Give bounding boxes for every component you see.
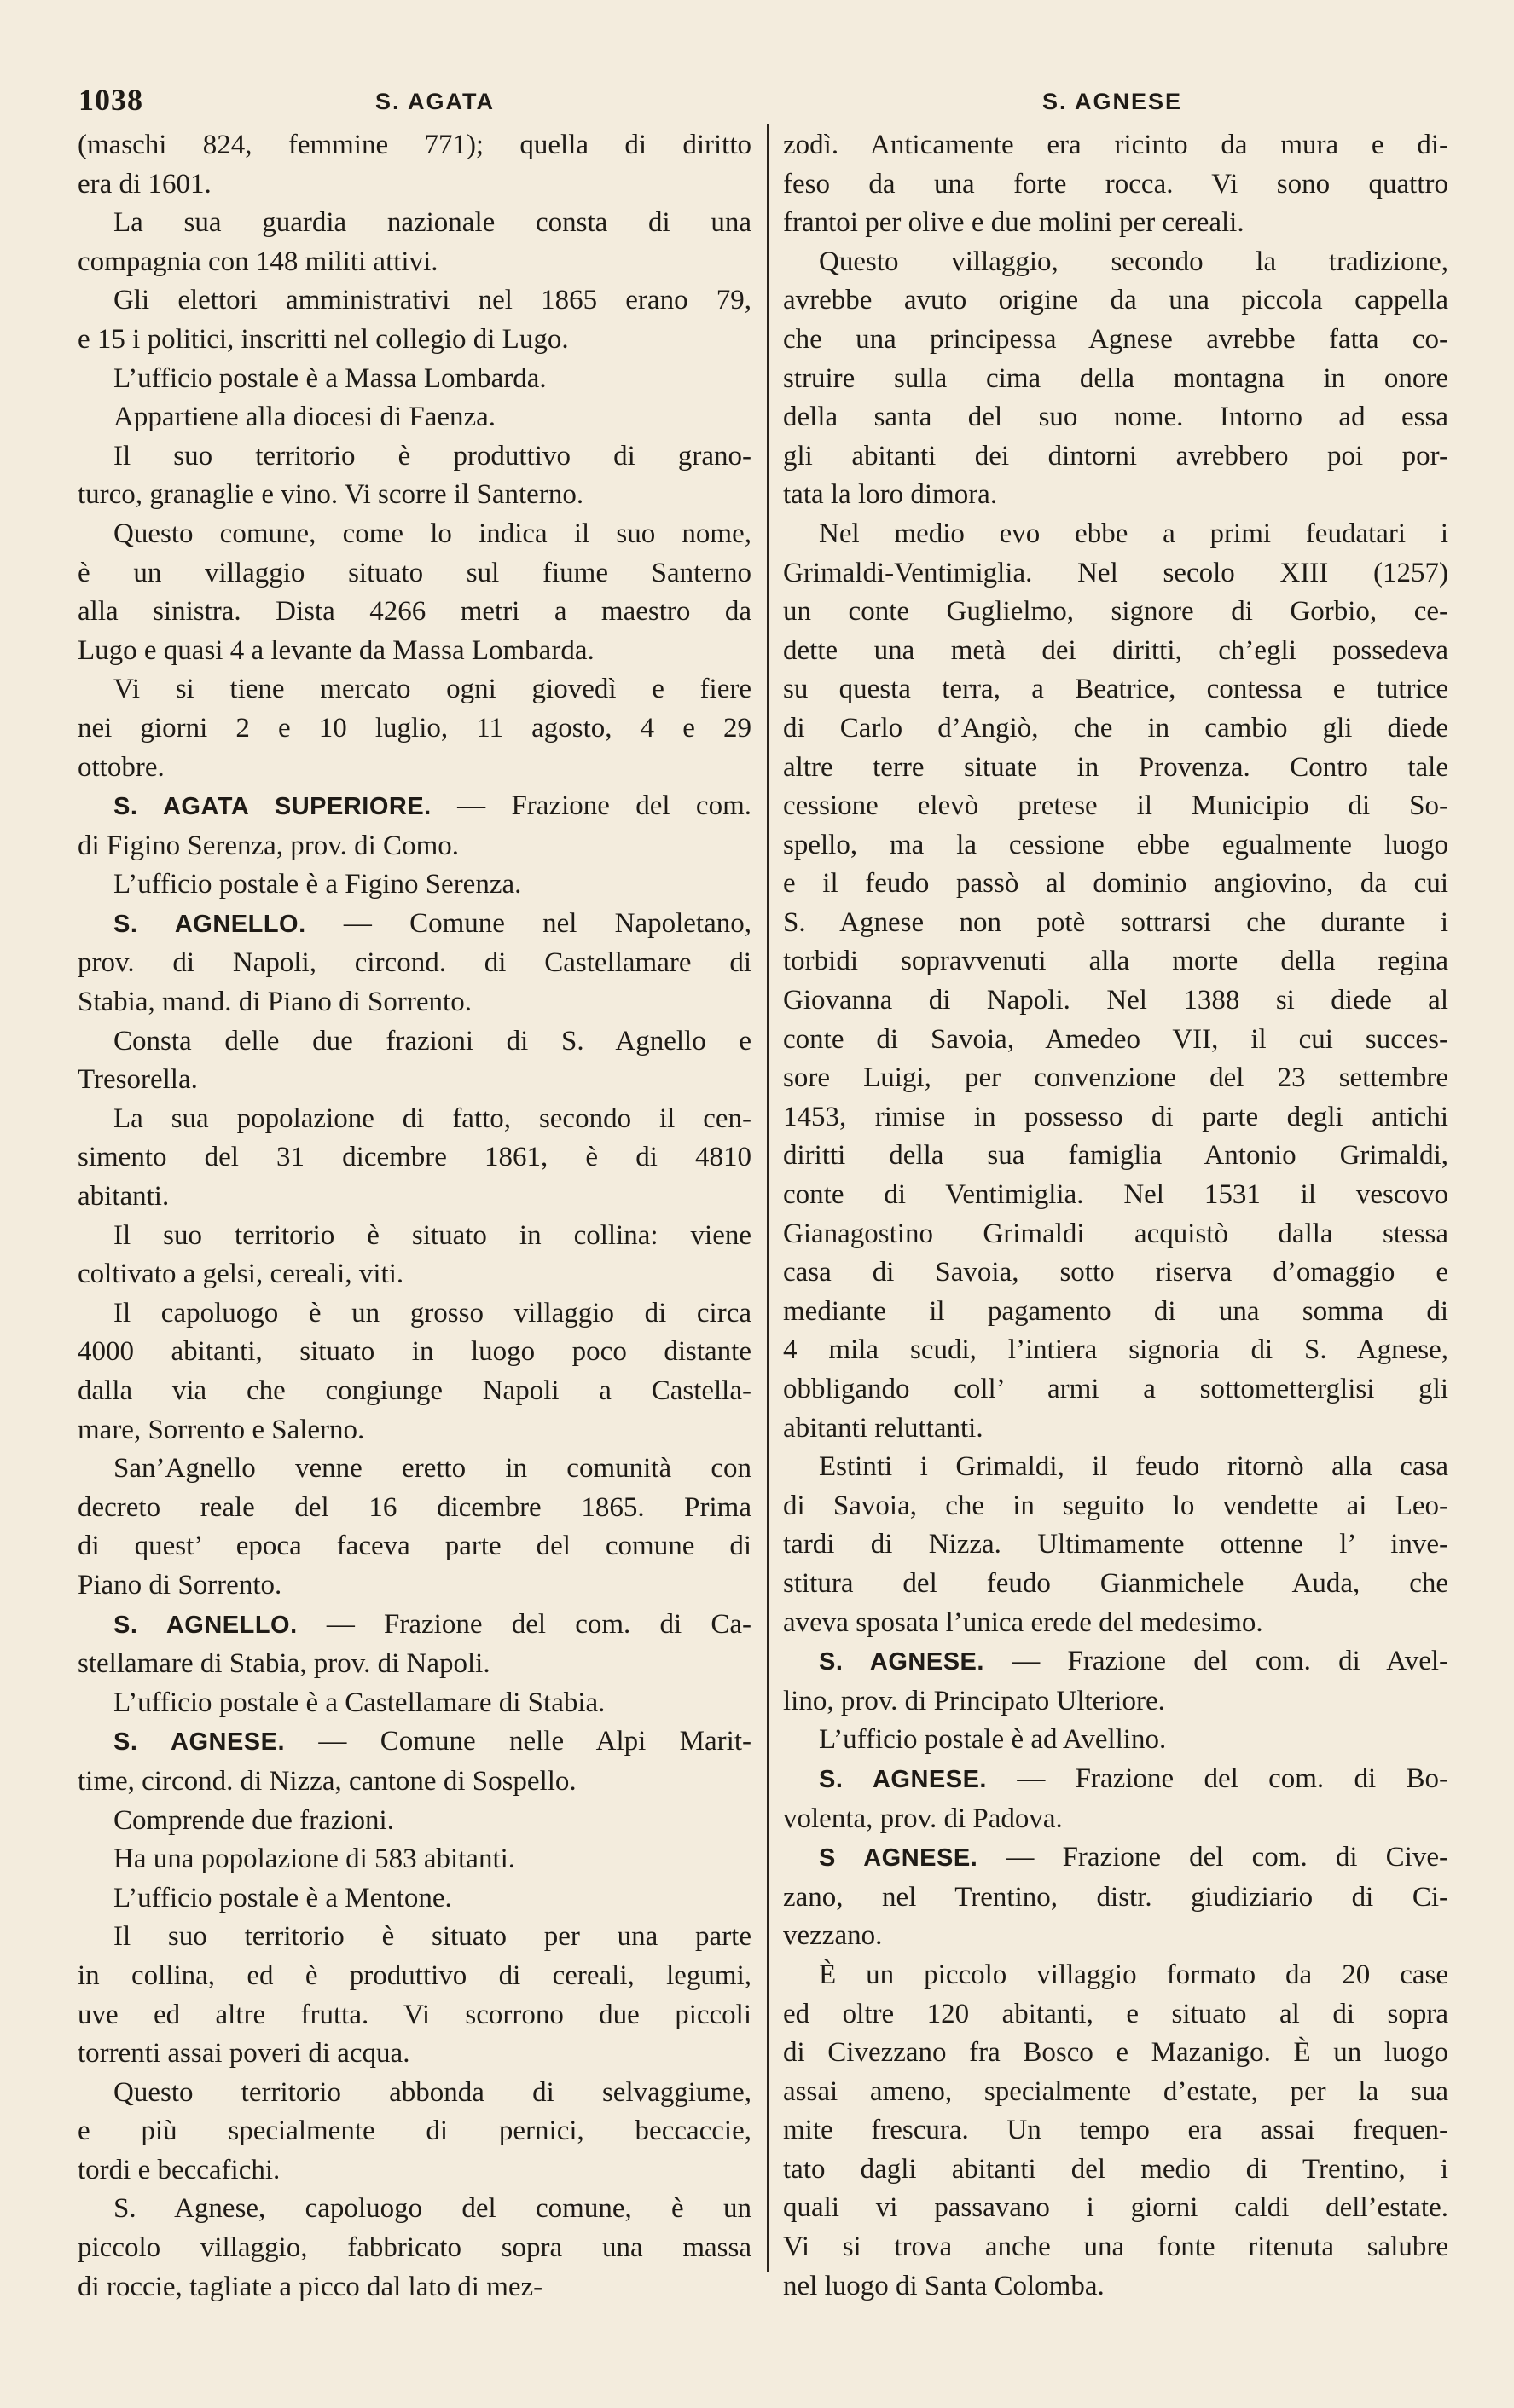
text-line: compagnia con 148 militi attivi. [78,246,438,277]
entry-definition-start: — Comune nelle Alpi Marit- [285,1726,751,1757]
text-line: uve ed altre frutta. Vi scorrono due piccoli [78,1999,751,2030]
text-line [783,1760,1448,1800]
text-line: L’ufficio postale è a Figino Serenza. [113,869,522,900]
text-line: Vi si tiene mercato ogni giovedì e fiere [113,674,751,705]
text-line: conte di Ventimiglia. Nel 1531 il vescovo [783,1179,1448,1211]
text-paragraph [78,1840,751,1879]
entry-paragraph [783,1760,1448,1838]
text-line: abitanti reluttanti. [783,1412,983,1444]
text-paragraph [78,2074,751,2191]
text-paragraph [78,1294,751,1450]
text-line: Questo villaggio, secondo la tradizione, [819,246,1448,277]
text-line [78,905,751,945]
text-paragraph [78,670,751,787]
text-line: nei giorni 2 e 10 luglio, 11 agosto, 4 e 29 [78,712,751,744]
text-line: 1453, rimise in possesso di parte degli antichi [783,1101,1448,1132]
text-line: obbligando coll’ armi a sottometterglisi gli [783,1374,1448,1404]
text-line: di Civezzano fra Bosco e Mazanigo. È un luogo [783,2037,1448,2069]
text-line: Vi si trova anche una fonte ritenuta salubre [783,2231,1448,2263]
text-line: tata la loro dimora. [783,479,998,511]
text-paragraph [78,126,751,204]
text-line: La sua guardia nazionale consta di una [113,207,751,239]
text-line: Il capoluogo è un grosso villaggio di circa [113,1297,751,1328]
text-line: alla sinistra. Dista 4266 metri a maestro da [78,596,751,628]
text-line: altre terre situate in Provenza. Contro tale [783,751,1448,783]
left-text-column [78,126,751,2307]
text-paragraph [78,437,751,515]
text-line: gli abitanti dei dintorni avrebbero poi por- [783,440,1448,472]
text-line: tato dagli abitanti del medio di Trentino, i [783,2153,1448,2185]
text-paragraph [78,1684,751,1723]
text-line: Questo territorio abbonda di selvaggiume, [113,2076,751,2108]
text-line: in collina, ed è produttivo di cereali, legumi, [78,1959,751,1991]
text-line: Il suo territorio è situato in collina: viene [113,1219,751,1251]
text-line: ed oltre 120 abitanti, e situato al di sopra [783,1998,1448,2029]
text-line: frantoi per olive e due molini per cereali. [783,207,1244,239]
text-line: struire sulla cima della montagna in onore [783,362,1448,394]
text-line: simento del 31 dicembre 1861, è di 4810 [78,1142,751,1173]
text-line: decreto reale del 16 dicembre 1865. Prima [78,1491,751,1523]
text-line: 4000 abitanti, situato in luogo poco distante [78,1336,751,1368]
text-paragraph [78,281,751,359]
entry-paragraph [78,1722,751,1801]
text-line: e più specialmente di pernici, beccaccie, [78,2116,751,2147]
text-line: ottobre. [78,751,165,783]
text-paragraph [78,204,751,281]
text-line: turco, granaglie e vino. Vi scorre il Santerno. [78,479,584,511]
text-paragraph [78,360,751,399]
text-line: La sua popolazione di fatto, secondo il cen- [113,1103,751,1134]
text-paragraph [78,398,751,437]
text-line: di quest’ epoca faceva parte del comune di [78,1531,751,1562]
text-line: Questo comune, come lo indica il suo nome, [113,518,751,549]
entry-paragraph [78,905,751,1022]
entry-headword: S. AGNELLO. [113,1611,298,1639]
text-line: nel luogo di Santa Colomba. [783,2270,1105,2301]
running-head-left: S. AGATA [375,89,495,114]
text-paragraph [78,1100,751,1217]
text-line: casa di Savoia, sotto riserva d’omaggio e [783,1257,1448,1288]
entry-headword: S. AGNESE. [819,1765,987,1793]
text-paragraph [783,515,1448,1448]
text-line: lino, prov. di Principato Ulteriore. [783,1685,1165,1716]
text-line: torbidi sopravvenuti alla morte della regina [783,946,1448,977]
entry-definition-start: — Frazione del com. di Avel- [983,1646,1448,1677]
text-line: e 15 i politici, inscritti nel collegio di Lugo. [78,323,569,355]
text-line: zodì. Anticamente era ricinto da mura e di- [783,130,1448,160]
text-paragraph [783,1448,1448,1642]
text-line: stellamare di Stabia, prov. di Napoli. [78,1648,490,1680]
text-line: mare, Sorrento e Salerno. [78,1414,365,1445]
entry-definition-start: — Frazione del com. di Cive- [977,1842,1448,1873]
text-line: Stabia, mand. di Piano di Sorrento. [78,987,472,1018]
text-line: mite frescura. Un tempo era assai frequen- [783,2115,1448,2146]
text-line: volenta, prov. di Padova. [783,1803,1063,1834]
text-line: è un villaggio situato sul fiume Santerno [78,557,751,588]
text-line: Il suo territorio è produttivo di grano- [113,440,751,472]
text-paragraph [78,1918,751,2073]
text-line: Nel medio evo ebbe a primi feudatari i [819,518,1448,549]
text-line: Appartiene alla diocesi di Faenza. [113,402,496,433]
text-line: piccolo villaggio, fabbricato sopra una massa [78,2232,751,2264]
text-line: Ha una popolazione di 583 abitanti. [113,1844,516,1875]
text-line: L’ufficio postale è a Massa Lombarda. [113,362,547,394]
text-line: dalla via che congiunge Napoli a Castella- [78,1375,751,1406]
entry-paragraph [78,787,751,865]
text-paragraph [78,1802,751,1841]
column-divider [767,124,769,2272]
text-line: S. Agnese non potè sottrarsi che durante i [783,906,1448,938]
text-line: Il suo territorio è situato per una parte [113,1921,751,1953]
text-line [78,787,751,827]
text-line: di Figino Serenza, prov. di Como. [78,830,459,861]
text-line: e il feudo passò al dominio angiovino, da cui [783,868,1448,900]
text-line [78,1722,751,1763]
text-line: 4 mila scudi, l’intiera signoria di S. Agnese, [783,1334,1448,1366]
text-line: Gli elettori amministrativi nel 1865 erano 79, [113,285,751,316]
text-line: zano, nel Trentino, distr. giudiziario di Ci- [783,1881,1448,1913]
text-paragraph [783,243,1448,515]
text-line: sore Luigi, per convenzione del 23 settembre [783,1062,1448,1094]
text-line: dette una metà dei diritti, ch’egli possedeva [783,634,1448,666]
entry-definition-start: — Comune nel Napoletano, [305,907,751,939]
text-line: abitanti. [78,1181,170,1213]
text-line: tardi di Nizza. Ultimamente ottenne l’ inve- [783,1529,1448,1560]
text-line: feso da una forte rocca. Vi sono quattro [783,168,1448,200]
text-line: L’ufficio postale è ad Avellino. [819,1724,1167,1756]
entry-paragraph [783,1642,1448,1721]
text-line: San’Agnello venne eretto in comunità con [113,1453,751,1485]
text-line: aveva sposata l’unica erede del medesimo. [783,1606,1263,1638]
text-line: spello, ma la cessione ebbe egualmente luogo [783,829,1448,860]
text-line: Comprende due frazioni. [113,1804,394,1836]
page-number: 1038 [78,83,143,117]
text-line: Lugo e quasi 4 a levante da Massa Lombarda. [78,634,595,666]
text-line: time, circond. di Nizza, cantone di Sospello. [78,1765,577,1797]
text-line [783,1642,1448,1682]
right-text-column [783,126,1448,2306]
text-paragraph [78,1217,751,1294]
text-line: avrebbe avuto origine da una piccola cappella [783,285,1448,316]
text-line: coltivato a gelsi, cereali, viti. [78,1259,404,1290]
entry-definition-start: — Frazione del com. di Bo- [987,1763,1448,1794]
entry-headword: S. AGNESE. [819,1648,984,1676]
text-paragraph [78,2190,751,2307]
text-line: di roccie, tagliate a picco dal lato di mez- [78,2271,543,2302]
running-head-right: S. AGNESE [1042,89,1183,114]
text-line: Gianagostino Grimaldi acquistò dalla stessa [783,1218,1448,1249]
text-line: conte di Savoia, Amedeo VII, il cui succes- [783,1023,1448,1055]
text-line: mediante il pagamento di una somma di [783,1295,1448,1327]
text-line: Estinti i Grimaldi, il feudo ritornò alla casa [819,1451,1448,1483]
text-line: cessione elevò pretese il Municipio di So- [783,790,1448,822]
text-line: stitura del feudo Gianmichele Auda, che [783,1567,1448,1599]
entry-definition-start: — Frazione del com. [431,790,751,822]
text-line: quali vi passavano i giorni caldi dell’estate. [783,2192,1448,2224]
text-line: prov. di Napoli, circond. di Castellamare di [78,947,751,979]
text-line: (maschi 824, femmine 771); quella di diritto [78,130,751,160]
text-line: vezzano. [783,1920,883,1952]
text-line: È un piccolo villaggio formato da 20 case [819,1959,1448,1990]
text-line: S. Agnese, capoluogo del comune, è un [113,2193,751,2225]
text-line: Grimaldi-Ventimiglia. Nel secolo XIII (1257) [783,557,1448,588]
text-paragraph [78,865,751,905]
text-line: di Carlo d’Angiò, che in cambio gli diede [783,712,1448,744]
text-line: tordi e beccafichi. [78,2154,281,2185]
entry-paragraph [78,1606,751,1684]
text-paragraph [78,1022,751,1100]
text-line: un conte Guglielmo, signore di Gorbio, ce- [783,596,1448,628]
text-line: su questa terra, a Beatrice, contessa e tutrice [783,674,1448,705]
text-line: della santa del suo nome. Intorno ad essa [783,402,1448,433]
entry-headword: S. AGNESE. [113,1728,286,1757]
text-paragraph [783,1721,1448,1760]
text-line: torrenti assai poveri di acqua. [78,2038,410,2069]
text-paragraph [78,515,751,670]
text-line [78,1606,751,1646]
text-line: Tresorella. [78,1064,198,1096]
text-line: L’ufficio postale è a Castellamare di Stabia. [113,1687,606,1718]
entry-headword: S AGNESE. [819,1844,978,1873]
entry-definition-start: — Frazione del com. di Ca- [297,1608,751,1640]
text-line: Consta delle due frazioni di S. Agnello e [113,1025,751,1056]
entry-paragraph [783,1838,1448,1956]
text-paragraph [78,1879,751,1919]
text-line: Piano di Sorrento. [78,1569,282,1601]
text-line: L’ufficio postale è a Mentone. [113,1882,452,1913]
entry-headword: S. AGNELLO. [113,910,306,938]
text-line [783,1838,1448,1878]
text-paragraph [78,1450,751,1605]
text-paragraph [783,1956,1448,2306]
text-paragraph [783,126,1448,243]
text-line: di Savoia, che in seguito lo vendette ai Leo- [783,1490,1448,1521]
text-line: diritti della sua famiglia Antonio Grimaldi, [783,1140,1448,1172]
text-line: assai ameno, specialmente d’estate, per la sua [783,2075,1448,2107]
text-line: che una principessa Agnese avrebbe fatta co- [783,323,1448,355]
text-line: Giovanna di Napoli. Nel 1388 si diede al [783,985,1448,1016]
text-line: era di 1601. [78,168,212,200]
entry-headword: S. AGATA SUPERIORE. [113,793,432,821]
